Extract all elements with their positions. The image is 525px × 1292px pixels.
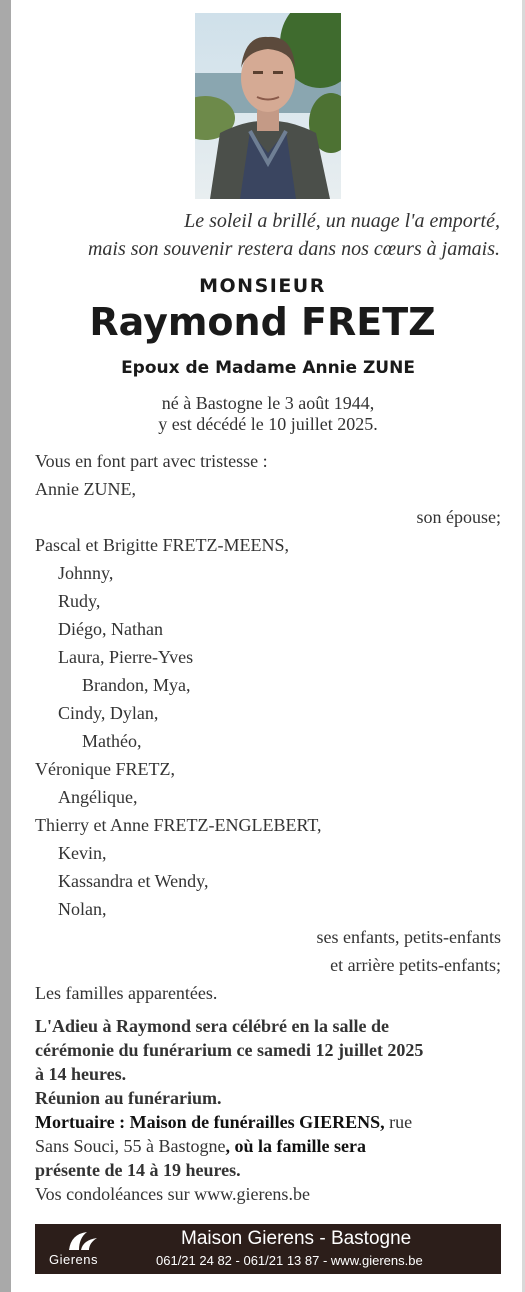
family-member: Laura, Pierre-Yves xyxy=(58,647,194,667)
death-line: y est décédé le 10 juillet 2025. xyxy=(158,414,378,434)
quote-line-1: Le soleil a brillé, un nuage l'a emporté, xyxy=(184,210,500,232)
address: Sans Souci, 55 à Bastogne xyxy=(35,1136,226,1156)
family-member: Pascal et Brigitte FRETZ-MEENS, xyxy=(35,535,289,555)
hours-line: présente de 14 à 19 heures. xyxy=(35,1160,241,1180)
portrait-photo xyxy=(195,13,341,199)
address-line xyxy=(35,1136,366,1157)
deceased-name: Raymond FRETZ xyxy=(89,300,436,344)
quote-line-2: mais son souvenir restera dans nos cœurs à jamais. xyxy=(87,238,500,260)
spouse-line: Epoux de Madame Annie ZUNE xyxy=(121,358,415,378)
family-member: Angélique, xyxy=(58,787,138,807)
family-member: Diégo, Nathan xyxy=(58,619,163,639)
ceremony-line-2: cérémonie du funérarium ce samedi 12 juillet 2025 xyxy=(35,1040,424,1060)
ceremony-line-4: Réunion au funérarium. xyxy=(35,1088,222,1108)
left-border xyxy=(0,0,11,1292)
children-role-1: ses enfants, petits-enfants xyxy=(316,927,501,947)
family-member: Nolan, xyxy=(58,899,107,919)
spouse-name: Annie ZUNE, xyxy=(35,479,136,499)
birth-line: né à Bastogne le 3 août 1944, xyxy=(161,393,375,413)
logo-text: Gierens xyxy=(49,1252,99,1267)
mortuary-rue: rue xyxy=(384,1112,413,1132)
spouse-role: son épouse; xyxy=(416,507,501,527)
ceremony-line-3: à 14 heures. xyxy=(35,1064,127,1084)
family-member: Cindy, Dylan, xyxy=(58,703,159,723)
family-member: Véronique FRETZ, xyxy=(35,759,175,779)
children-role-2: et arrière petits-enfants; xyxy=(330,955,501,975)
relatives-line: Les familles apparentées. xyxy=(35,983,218,1003)
family-member: Rudy, xyxy=(58,591,101,611)
family-member: Kevin, xyxy=(58,843,107,863)
family-present: , où la famille sera xyxy=(225,1136,366,1156)
mortuary-line xyxy=(35,1112,412,1133)
family-member: Johnny, xyxy=(58,563,114,583)
family-intro: Vous en font part avec tristesse : xyxy=(35,451,268,471)
banner-title: Maison Gierens - Bastogne xyxy=(181,1228,412,1249)
family-member: Mathéo, xyxy=(82,731,142,751)
funeral-home-banner xyxy=(35,1224,501,1274)
ceremony-line-1: L'Adieu à Raymond sera célébré en la salle de xyxy=(35,1016,389,1036)
honorific: MONSIEUR xyxy=(199,275,326,297)
gierens-logo-icon xyxy=(65,1230,101,1252)
family-member: Thierry et Anne FRETZ-ENGLEBERT, xyxy=(35,815,322,835)
condolences-line: Vos condoléances sur www.gierens.be xyxy=(35,1184,310,1204)
mortuary-label: Mortuaire : Maison de funérailles GIERENS, xyxy=(35,1112,385,1132)
banner-contact: 061/21 24 82 - 061/21 13 87 - www.gierens.be xyxy=(156,1253,423,1268)
family-member: Kassandra et Wendy, xyxy=(58,871,209,891)
family-member: Brandon, Mya, xyxy=(82,675,191,695)
